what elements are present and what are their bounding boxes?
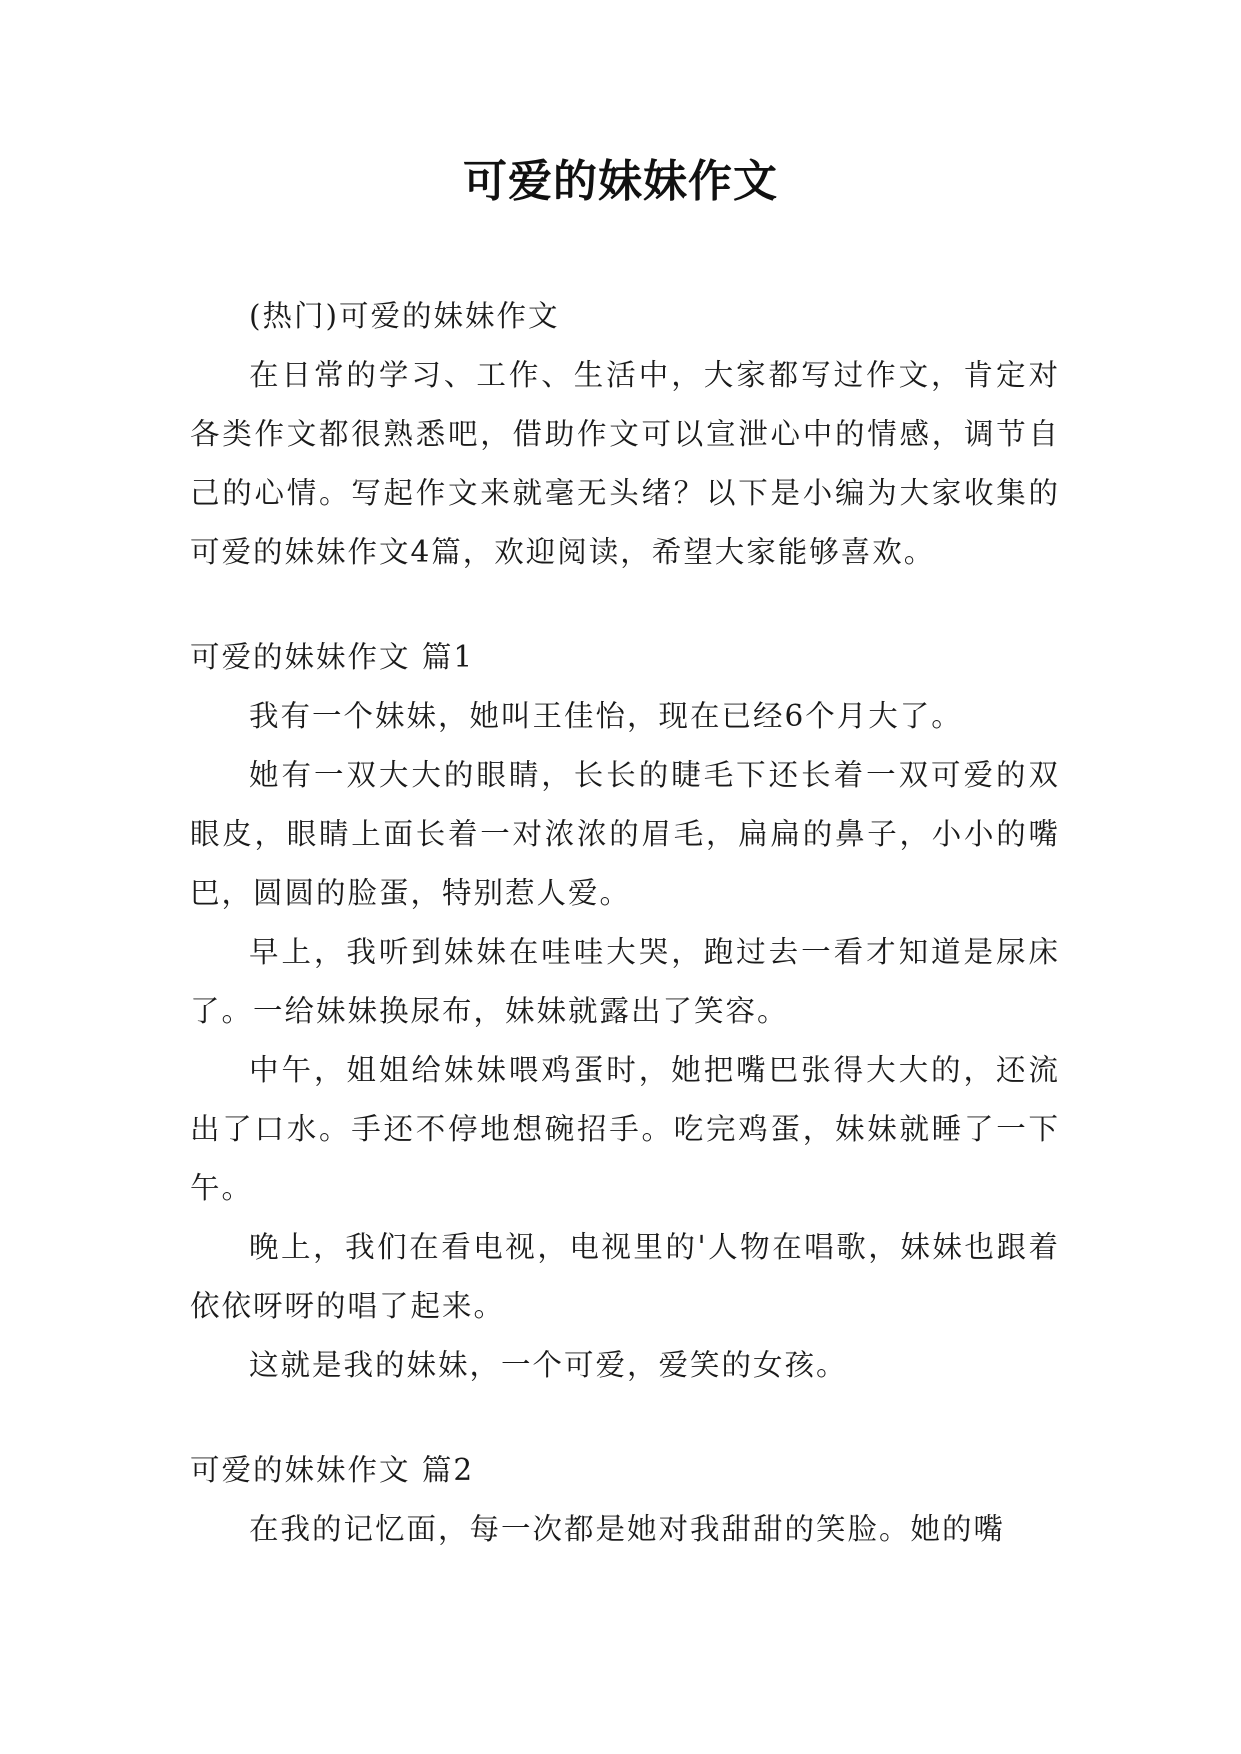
- document-title: 可爱的妹妹作文: [463, 156, 778, 207]
- section-1-heading: 可爱的妹妹作文 篇1: [190, 640, 475, 674]
- section-2-heading: 可爱的妹妹作文 篇2: [190, 1453, 475, 1487]
- section-2-paragraph: 在我的记忆面，每一次都是她对我甜甜的笑脸。她的嘴: [249, 1512, 1006, 1546]
- section-1-paragraph: 这就是我的妹妹，一个可爱，爱笑的女孩。: [249, 1348, 848, 1382]
- section-1-paragraph: 早上，我听到妹妹在哇哇大哭，跑过去一看才知道是尿床了。一给妹妹换尿布，妹妹就露出了笑容。: [190, 935, 1060, 1028]
- section-gap: [190, 582, 1060, 628]
- document-body: [190, 287, 1060, 1559]
- section-1-paragraph: 晚上，我们在看电视，电视里的'人物在唱歌，妹妹也跟着依依呀呀的唱了起来。: [190, 1230, 1060, 1323]
- section-1-paragraph: 她有一双大大的眼睛，长长的睫毛下还长着一双可爱的双眼皮，眼睛上面长着一对浓浓的眉毛，扁扁的鼻子，小小的嘴巴，圆圆的脸蛋，特别惹人爱。: [190, 758, 1060, 910]
- intro-paragraph: 在日常的学习、工作、生活中，大家都写过作文，肯定对各类作文都很熟悉吧，借助作文可以宣泄心中的情感，调节自己的心情。写起作文来就毫无头绪？以下是小编为大家收集的可爱的妹妹作文4篇，欢迎阅读，希望大家能够喜欢。: [190, 358, 1060, 569]
- section-gap: [190, 1395, 1060, 1441]
- document-subtitle: (热门)可爱的妹妹作文: [249, 299, 560, 333]
- section-1-paragraph: 我有一个妹妹，她叫王佳怡，现在已经6个月大了。: [249, 699, 963, 733]
- section-1-paragraph: 中午，姐姐给妹妹喂鸡蛋时，她把嘴巴张得大大的，还流出了口水。手还不停地想碗招手。吃完鸡蛋，妹妹就睡了一下午。: [190, 1053, 1060, 1205]
